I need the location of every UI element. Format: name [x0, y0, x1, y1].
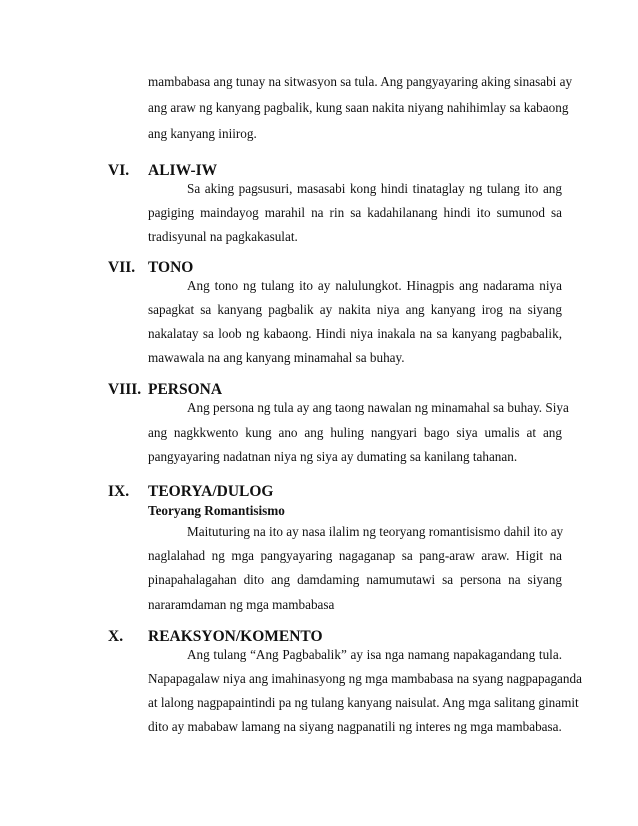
section-7-line-3: nakalatay sa loob ng kabaong. Hindi niya inakala na sa kanyang pagbabalik, [148, 326, 562, 341]
section-7-number: VII. [108, 259, 136, 276]
section-9-line-3: pinapahalagahan dito ang damdaming namumutawi sa persona na siyang [148, 572, 562, 587]
section-10-number: X. [108, 628, 124, 645]
section-8-line-2: ang nagkkwento kung ano ang huling nangyari bago siya umalis at ang [148, 425, 562, 440]
section-6-line-2: pagiging maindayog marahil na rin sa kadahilanang hindi ito sumunod sa [148, 205, 562, 220]
section-9-line-1: Maituturing na ito ay nasa ilalim ng teoryang romantisismo dahil ito ay [187, 524, 564, 539]
section-6-title: ALIW-IW [148, 162, 218, 179]
intro-line-2: ang araw ng kanyang pagbalik, kung saan nakita niyang nahihimlay sa kabaong [148, 100, 569, 115]
section-9-line-2: naglalahad ng mga pangyayaring nagaganap sa pang-araw araw. Higit na [148, 548, 562, 563]
section-10-title: REAKSYON/KOMENTO [148, 628, 323, 645]
section-8-number: VIII. [108, 381, 142, 398]
section-10-line-4: dito ay mababaw lamang na siyang nagpanatili ng interes ng mga mambabasa. [148, 719, 562, 734]
section-6-number: VI. [108, 162, 130, 179]
section-9-subtitle: Teoryang Romantisismo [148, 503, 285, 518]
section-10-line-1: Ang tulang “Ang Pagbabalik” ay isa nga namang napakagandang tula. [187, 647, 562, 662]
section-6-line-3: tradisyunal na pagkakasulat. [148, 229, 298, 244]
section-7-line-1: Ang tono ng tulang ito ay nalulungkot. Hinagpis ang nadarama niya [187, 278, 562, 293]
section-7-line-2: sapagkat sa kanyang pagbalik ay nakita niya ang kanyang irog na siyang [148, 302, 562, 317]
section-8-line-1: Ang persona ng tula ay ang taong nawalan ng minamahal sa buhay. Siya [187, 400, 569, 415]
section-9-line-4: nararamdaman ng mga mambabasa [148, 597, 335, 612]
section-8-line-3: pangyayaring nadatnan niya ng siya ay dumating sa kanilang tahanan. [148, 449, 518, 464]
intro-line-3: ang kanyang iniirog. [148, 126, 257, 141]
section-6-line-1: Sa aking pagsusuri, masasabi kong hindi tinataglay ng tulang ito ang [187, 181, 562, 196]
section-9-title: TEORYA/DULOG [148, 483, 274, 500]
section-10-line-3: at lalong nagpapaintindi pa ng tulang kanyang naisulat. Ang mga salitang ginamit [148, 695, 579, 710]
section-10-line-2: Napapagalaw niya ang imahinasyong ng mga mambabasa na syang nagpapaganda [148, 671, 582, 686]
section-8-title: PERSONA [148, 381, 223, 398]
section-7-line-4: mawawala na ang kanyang minamahal sa buhay. [148, 350, 405, 365]
intro-line-1: mambabasa ang tunay na sitwasyon sa tula. Ang pangyayaring aking sinasabi ay [148, 74, 573, 89]
section-7-title: TONO [148, 259, 194, 276]
section-9-number: IX. [108, 483, 130, 500]
